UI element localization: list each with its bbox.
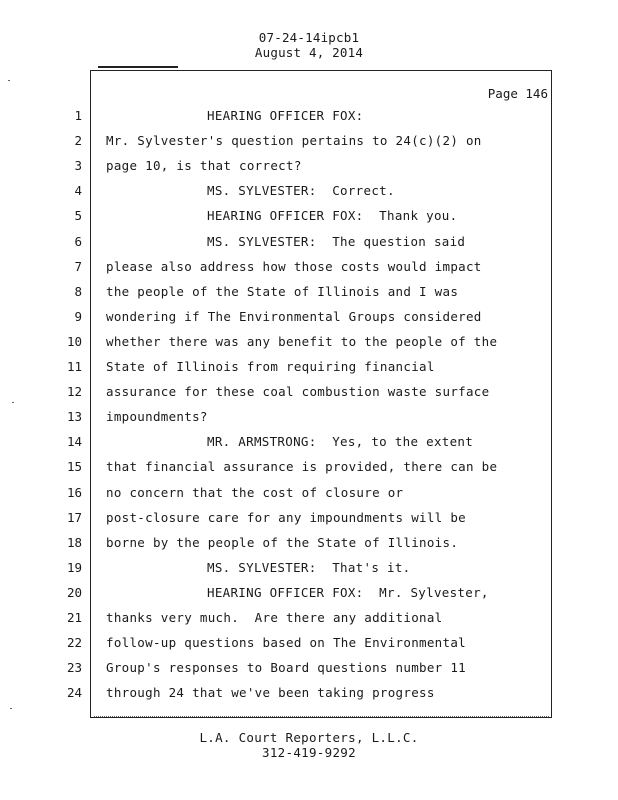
- scan-speck: [10, 708, 12, 709]
- transcript-line-text: post-closure care for any impoundments will be: [106, 510, 466, 525]
- transcript-line-text: wondering if The Environmental Groups considered: [106, 309, 482, 324]
- line-number: 11: [66, 359, 82, 374]
- line-number: 24: [66, 685, 82, 700]
- line-number: 1: [74, 108, 82, 123]
- line-number: 7: [74, 259, 82, 274]
- scan-speck: [12, 402, 14, 403]
- transcript-line-text: State of Illinois from requiring financial: [106, 359, 435, 374]
- line-number: 2: [74, 133, 82, 148]
- line-number: 16: [66, 485, 82, 500]
- transcript-line-text: page 10, is that correct?: [106, 158, 302, 173]
- line-number: 23: [66, 660, 82, 675]
- page-number-label: Page 146: [487, 86, 548, 101]
- line-number: 3: [74, 158, 82, 173]
- transcript-line-text: follow-up questions based on The Environmental: [106, 635, 466, 650]
- line-number: 14: [66, 434, 82, 449]
- footer-phone-number: 312-419-9292: [262, 745, 356, 760]
- line-number: 22: [66, 635, 82, 650]
- transcript-line-text: assurance for these coal combustion waste surface: [106, 384, 490, 399]
- transcript-line-text: impoundments?: [106, 409, 208, 424]
- transcript-line-text: MS. SYLVESTER: Correct.: [207, 183, 395, 198]
- line-number: 4: [74, 183, 82, 198]
- line-number: 17: [66, 510, 82, 525]
- scan-speck: [8, 80, 10, 81]
- transcript-line-text: MR. ARMSTRONG: Yes, to the extent: [207, 434, 474, 449]
- transcript-line-text: MS. SYLVESTER: The question said: [207, 234, 466, 249]
- transcript-line-text: Mr. Sylvester's question pertains to 24(c)(2) on: [106, 133, 482, 148]
- transcript-line-text: HEARING OFFICER FOX: Thank you.: [207, 208, 458, 223]
- line-number: 13: [66, 409, 82, 424]
- line-number: 6: [74, 234, 82, 249]
- transcript-line-text: borne by the people of the State of Illinois.: [106, 535, 459, 550]
- line-number: 12: [66, 384, 82, 399]
- line-number: 18: [66, 535, 82, 550]
- transcript-line-text: whether there was any benefit to the people of the: [106, 334, 498, 349]
- line-number: 10: [66, 334, 82, 349]
- line-number: 15: [66, 459, 82, 474]
- line-number: 5: [74, 208, 82, 223]
- transcript-line-text: MS. SYLVESTER: That's it.: [207, 560, 411, 575]
- transcript-line-text: through 24 that we've been taking progress: [106, 685, 435, 700]
- frame-bottom-dotted-rule: [94, 716, 549, 718]
- header-rule: [98, 66, 178, 68]
- transcript-line-text: HEARING OFFICER FOX: Mr. Sylvester,: [207, 585, 489, 600]
- transcript-line-text: no concern that the cost of closure or: [106, 485, 404, 500]
- line-number: 9: [74, 309, 82, 324]
- document-header-title: 07-24-14ipcb1: [258, 30, 360, 45]
- transcript-line-text: the people of the State of Illinois and I was: [106, 284, 459, 299]
- line-number: 8: [74, 284, 82, 299]
- transcript-line-text: HEARING OFFICER FOX:: [207, 108, 364, 123]
- document-header-date: August 4, 2014: [254, 45, 364, 60]
- transcript-line-text: that financial assurance is provided, there can be: [106, 459, 498, 474]
- transcript-line-text: Group's responses to Board questions number 11: [106, 660, 466, 675]
- line-number: 20: [66, 585, 82, 600]
- transcript-line-text: please also address how those costs would impact: [106, 259, 482, 274]
- line-number: 19: [66, 560, 82, 575]
- footer-reporter-name: L.A. Court Reporters, L.L.C.: [199, 730, 419, 745]
- line-number: 21: [66, 610, 82, 625]
- transcript-line-text: thanks very much. Are there any additional: [106, 610, 443, 625]
